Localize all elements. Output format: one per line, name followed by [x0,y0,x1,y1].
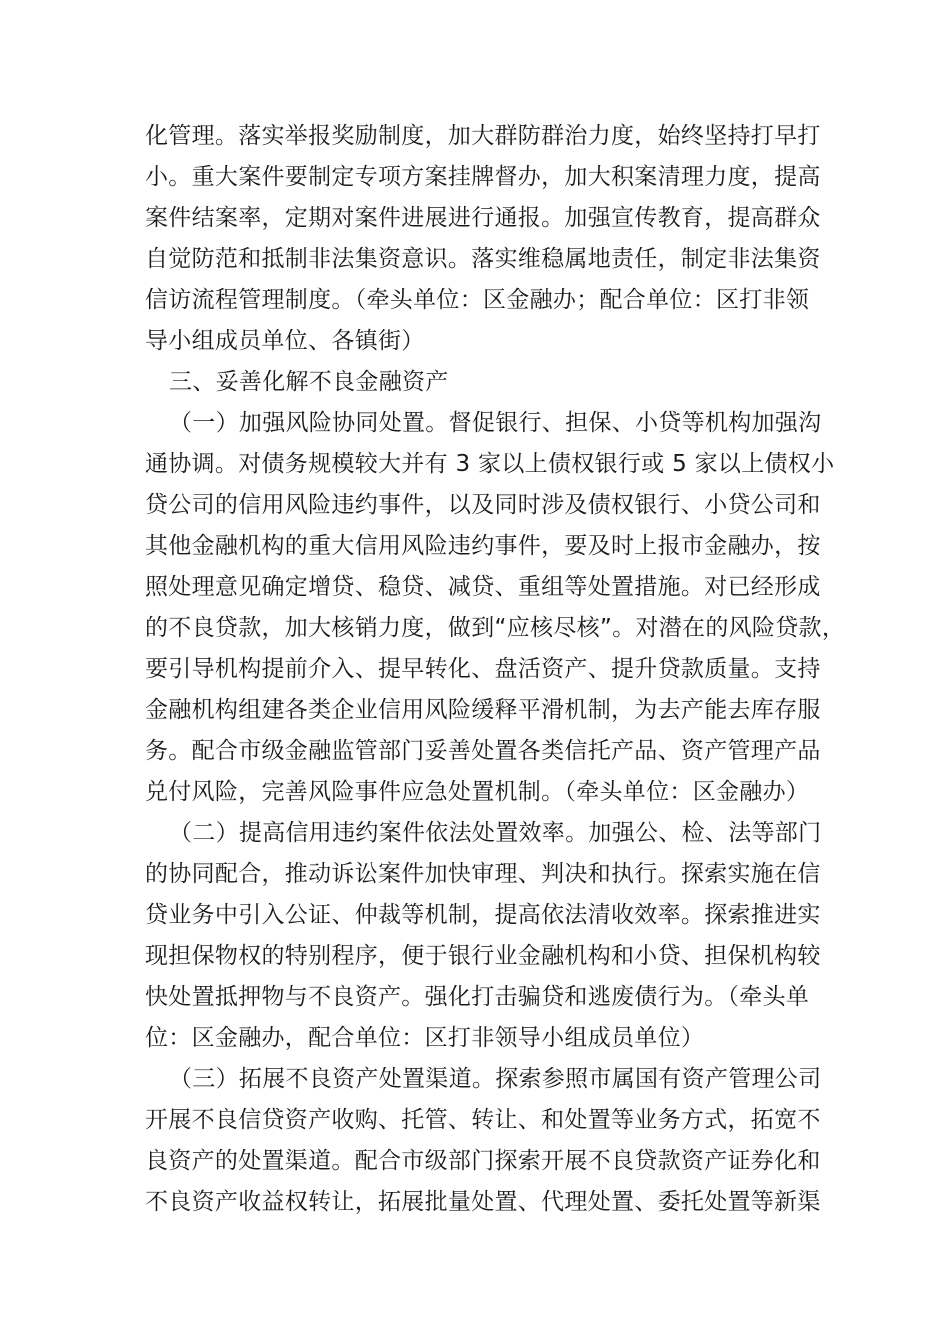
text-line: 照处理意见确定增贷、稳贷、减贷、重组等处置措施。对已经形成 [145,574,821,600]
text-line: 贷公司的信用风险违约事件，以及同时涉及债权银行、小贷公司和 [145,492,821,518]
paragraph-heading-line: （一）加强风险协同处置。督促银行、担保、小贷等机构加强沟 [169,410,822,436]
text-line: 位：区金融办，配合单位：区打非领导小组成员单位） [145,1025,705,1051]
text-line: 化管理。落实举报奖励制度，加大群防群治力度，始终坚持打早打 [145,123,821,149]
text-line: 案件结案率，定期对案件进展进行通报。加强宣传教育，提高群众 [145,205,821,231]
document-body [145,116,846,1223]
paragraph-heading-line: （三）拓展不良资产处置渠道。探索参照市属国有资产管理公司 [169,1066,822,1092]
text-line: 不良资产收益权转让，拓展批量处置、代理处置、委托处置等新渠 [145,1189,821,1215]
text-line: 金融机构组建各类企业信用风险缓释平滑机制，为去产能去库存服 [145,697,821,723]
text-line: 小。重大案件要制定专项方案挂牌督办，加大积案清理力度，提高 [145,164,821,190]
text-line: 务。配合市级金融监管部门妥善处置各类信托产品、资产管理产品 [145,738,821,764]
paragraph-heading-line: （二）提高信用违约案件依法处置效率。加强公、检、法等部门 [169,820,822,846]
paragraph-heading-line: 三、妥善化解不良金融资产 [169,369,449,395]
text-line: 导小组成员单位、各镇街） [145,328,425,354]
text-line: 良资产的处置渠道。配合市级部门探索开展不良贷款资产证券化和 [145,1148,821,1174]
text-line: 其他金融机构的重大信用风险违约事件，要及时上报市金融办，按 [145,533,821,559]
text-line: 信访流程管理制度。（牵头单位：区金融办；配合单位：区打非领 [145,287,810,313]
text-line: 贷业务中引入公证、仲裁等机制，提高依法清收效率。探索推进实 [145,902,821,928]
text-line: 的协同配合，推动诉讼案件加快审理、判决和执行。探索实施在信 [145,861,821,887]
text-line: 快处置抵押物与不良资产。强化打击骗贷和逃废债行为。（牵头单 [145,984,810,1010]
text-line: 开展不良信贷资产收购、托管、转让、和处置等业务方式，拓宽不 [145,1107,821,1133]
text-line: 要引导机构提前介入、提早转化、盘活资产、提升贷款质量。支持 [145,656,821,682]
text-line: 的不良贷款，加大核销力度，做到“应核尽核”。对潜在的风险贷款， [145,615,846,641]
text-line: 现担保物权的特别程序，便于银行业金融机构和小贷、担保机构较 [145,943,821,969]
text-line: 通协调。对债务规模较大并有 3 家以上债权银行或 5 家以上债权小 [145,451,835,477]
text-line: 自觉防范和抵制非法集资意识。落实维稳属地责任，制定非法集资 [145,246,821,272]
text-line: 兑付风险，完善风险事件应急处置机制。（牵头单位：区金融办） [145,779,810,805]
